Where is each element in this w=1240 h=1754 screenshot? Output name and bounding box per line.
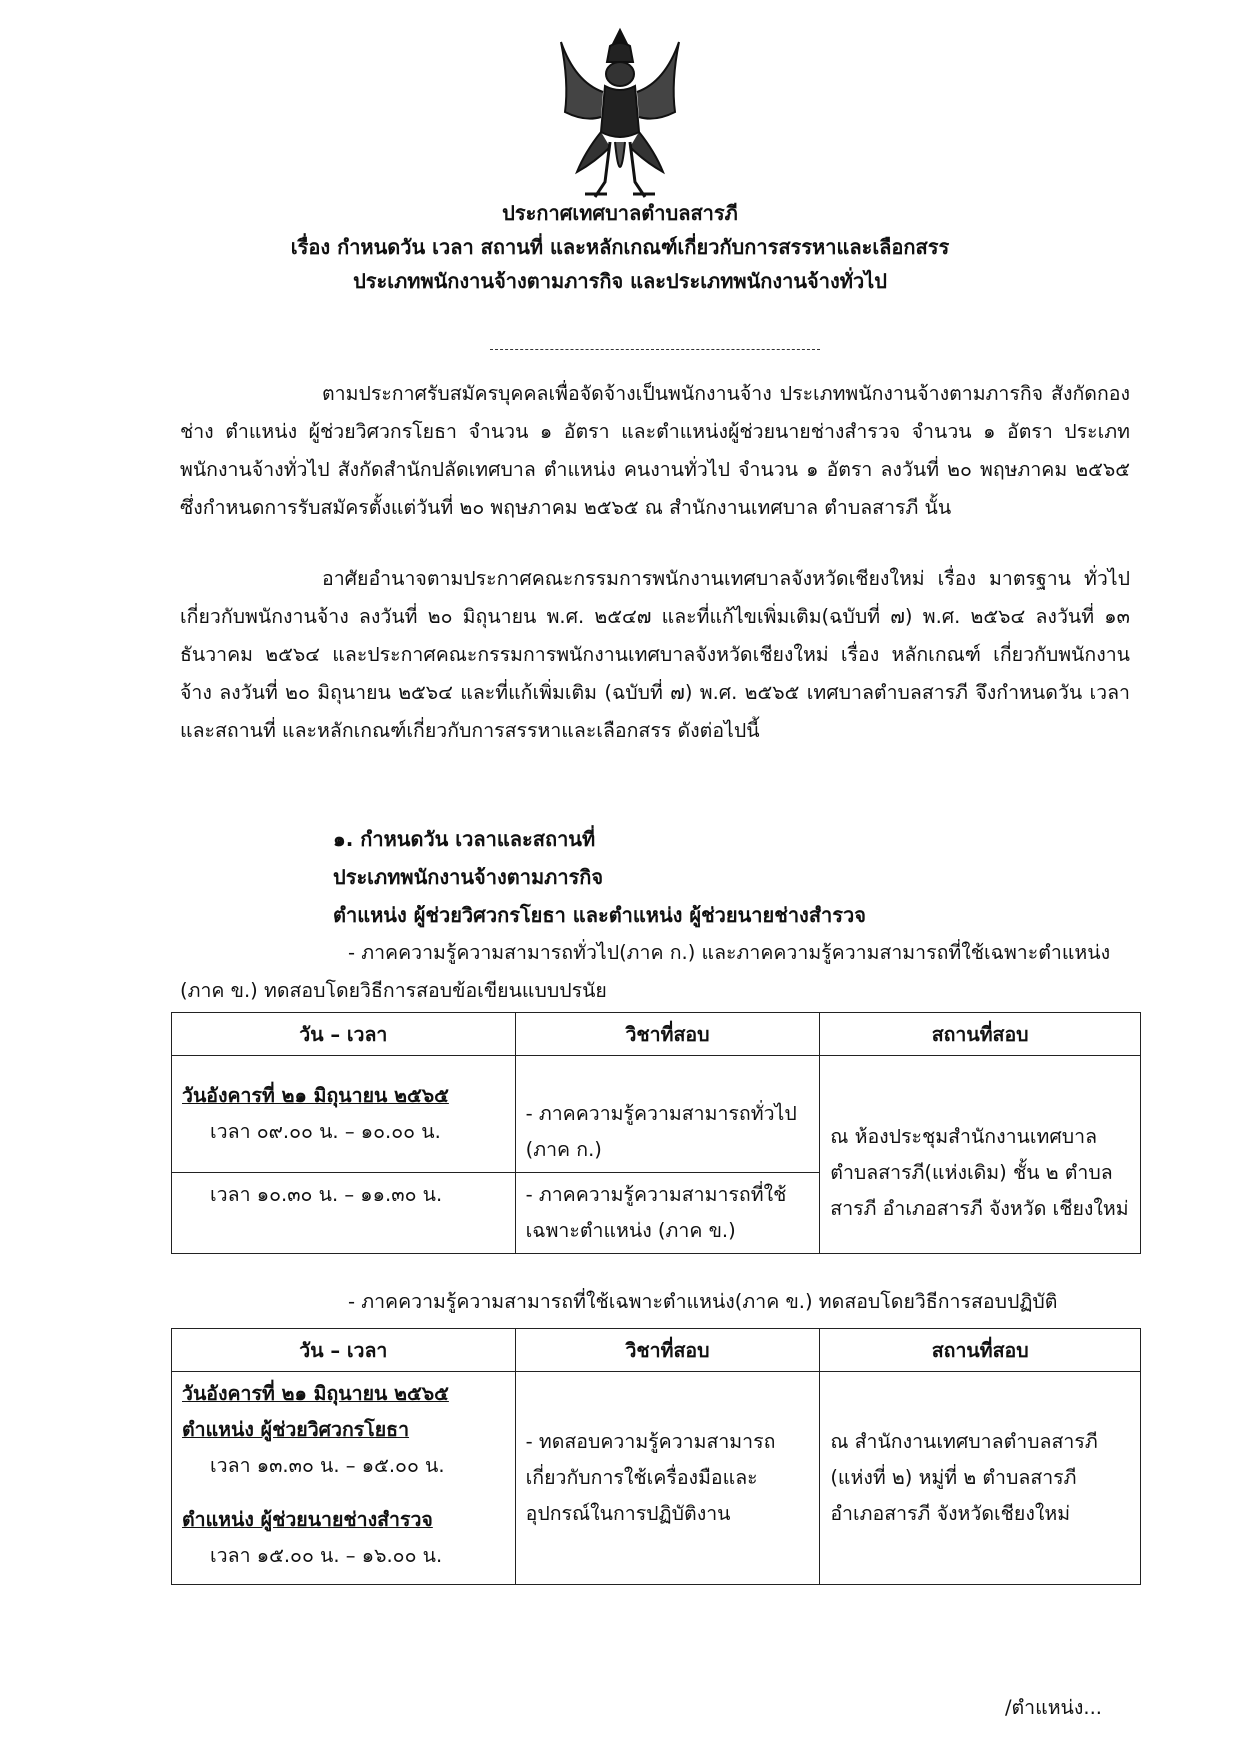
table-row xyxy=(172,1056,1141,1173)
position-name: ตำแหน่ง ผู้ช่วยวิศวกรโยธา xyxy=(182,1418,410,1441)
exam-time: เวลา ๑๐.๓๐ น. – ๑๑.๓๐ น. xyxy=(210,1183,443,1206)
place-cell: ณ ห้องประชุมสำนักงานเทศบาล ตำบลสารภี(แห่งเดิม) ชั้น ๒ ตำบลสารภี อำเภอสารภี จังหวัด เชียงใหม่ xyxy=(820,1056,1141,1254)
table-header-row xyxy=(172,1013,1141,1056)
subject-cell: - ทดสอบความรู้ความสามารถ เกี่ยวกับการใช้เครื่องมือและ อุปกรณ์ในการปฏิบัติงาน xyxy=(515,1372,820,1585)
bullet-written-exam-cont: (ภาค ข.) ทดสอบโดยวิธีการสอบข้อเขียนแบบปรนัย xyxy=(180,979,607,1002)
date-time-cell xyxy=(172,1372,516,1585)
section-1b-heading: ตำแหน่ง ผู้ช่วยวิศวกรโยธา และตำแหน่ง ผู้ช่วยนายช่างสำรวจ xyxy=(333,903,866,927)
announcement-subject-line2: ประเภทพนักงานจ้างตามภารกิจ และประเภทพนักงานจ้างทั่วไป xyxy=(353,269,887,293)
exam-schedule-table-2 xyxy=(171,1328,1141,1585)
subject-cell: - ภาคความรู้ความสามารถทั่วไป (ภาค ก.) xyxy=(515,1056,820,1173)
announcement-subject: เรื่อง กำหนดวัน เวลา สถานที่ และหลักเกณฑ์เกี่ยวกับการสรรหาและเลือกสรร xyxy=(290,235,950,259)
header-date-time: วัน – เวลา xyxy=(172,1329,516,1372)
exam-date: วันอังคารที่ ๒๑ มิถุนายน ๒๕๖๕ xyxy=(182,1382,449,1405)
exam-date: วันอังคารที่ ๒๑ มิถุนายน ๒๕๖๕ xyxy=(182,1084,449,1107)
title-divider xyxy=(490,349,820,350)
announcement-title: ประกาศเทศบาลตำบลสารภี xyxy=(502,201,738,225)
bullet-practical-exam: - ภาคความรู้ความสามารถที่ใช้เฉพาะตำแหน่ง(ภาค ข.) ทดสอบโดยวิธีการสอบปฏิบัติ xyxy=(348,1290,1058,1313)
exam-time: เวลา ๑๕.๐๐ น. – ๑๖.๐๐ น. xyxy=(210,1544,443,1567)
exam-time: เวลา ๐๙.๐๐ น. – ๑๐.๐๐ น. xyxy=(210,1120,441,1143)
section-1a-heading: ประเภทพนักงานจ้างตามภารกิจ xyxy=(333,865,604,889)
bullet-written-exam: - ภาคความรู้ความสามารถทั่วไป(ภาค ก.) และภาคความรู้ความสามารถที่ใช้เฉพาะตำแหน่ง xyxy=(348,941,1111,964)
paragraph-2: อาศัยอำนาจตามประกาศคณะกรรมการพนักงานเทศบาลจังหวัดเชียงใหม่ เรื่อง มาตรฐาน ทั่วไปเกี่ยวกับพนักงานจ้าง ลงวันที่ ๒๐ มิถุนายน พ.ศ. ๒๕๔๗ และที่แก้ไขเพิ่มเติม(ฉบับที่ ๗) พ.ศ. ๒๕๖๔ ลงวันที่ ๑๓ ธันวาคม ๒๕๖๔ และประกาศคณะกรรมการพนักงานเทศบาลจังหวัดเชียงใหม่ เรื่อง หลักเกณฑ์ เกี่ยวกับพนักงานจ้าง ลงวันที่ ๒๐ มิถุนายน ๒๕๖๔ และที่แก้เพิ่มเติม (ฉบับที่ ๗) พ.ศ. ๒๕๖๕ เทศบาลตำบลสารภี จึงกำหนดวัน เวลา และสถานที่ และหลักเกณฑ์เกี่ยวกับการสรรหาและเลือกสรร ดังต่อไปนี้ xyxy=(180,567,1130,742)
paragraph-1: ตามประกาศรับสมัครบุคคลเพื่อจัดจ้างเป็นพนักงานจ้าง ประเภทพนักงานจ้างตามภารกิจ สังกัดกองช่าง ตำแหน่ง ผู้ช่วยวิศวกรโยธา จำนวน ๑ อัตรา และตำแหน่งผู้ช่วยนายช่างสำรวจ จำนวน ๑ อัตรา ประเภทพนักงานจ้างทั่วไป สังกัดสำนักปลัดเทศบาล ตำแหน่ง คนงานทั่วไป จำนวน ๑ อัตรา ลงวันที่ ๒๐ พฤษภาคม ๒๕๖๕ ซึ่งกำหนดการรับสมัครตั้งแต่วันที่ ๒๐ พฤษภาคม ๒๕๖๕ ณ สำนักงานเทศบาล ตำบลสารภี นั้น xyxy=(180,382,1130,519)
subject-cell: - ภาคความรู้ความสามารถที่ใช้ เฉพาะตำแหน่ง (ภาค ข.) xyxy=(515,1173,820,1254)
position-name: ตำแหน่ง ผู้ช่วยนายช่างสำรวจ xyxy=(182,1508,433,1531)
header-place: สถานที่สอบ xyxy=(820,1329,1141,1372)
table-header-row xyxy=(172,1329,1141,1372)
exam-time: เวลา ๑๓.๓๐ น. – ๑๕.๐๐ น. xyxy=(210,1454,445,1477)
garuda-emblem-icon xyxy=(555,22,685,212)
header-subject: วิชาที่สอบ xyxy=(515,1013,820,1056)
exam-schedule-table-1 xyxy=(171,1012,1141,1254)
place-cell: ณ สำนักงานเทศบาลตำบลสารภี (แห่งที่ ๒) หมู่ที่ ๒ ตำบลสารภี อำเภอสารภี จังหวัดเชียงใหม่ xyxy=(820,1372,1141,1585)
date-time-cell xyxy=(172,1056,516,1173)
header-date-time: วัน – เวลา xyxy=(172,1013,516,1056)
page-continuation: /ตำแหน่ง... xyxy=(1004,1696,1102,1719)
date-time-cell xyxy=(172,1173,516,1254)
table-row xyxy=(172,1372,1141,1585)
section-1-heading: ๑. กำหนดวัน เวลาและสถานที่ xyxy=(333,827,596,851)
header-subject: วิชาที่สอบ xyxy=(515,1329,820,1372)
document-title xyxy=(0,196,1240,298)
header-place: สถานที่สอบ xyxy=(820,1013,1141,1056)
